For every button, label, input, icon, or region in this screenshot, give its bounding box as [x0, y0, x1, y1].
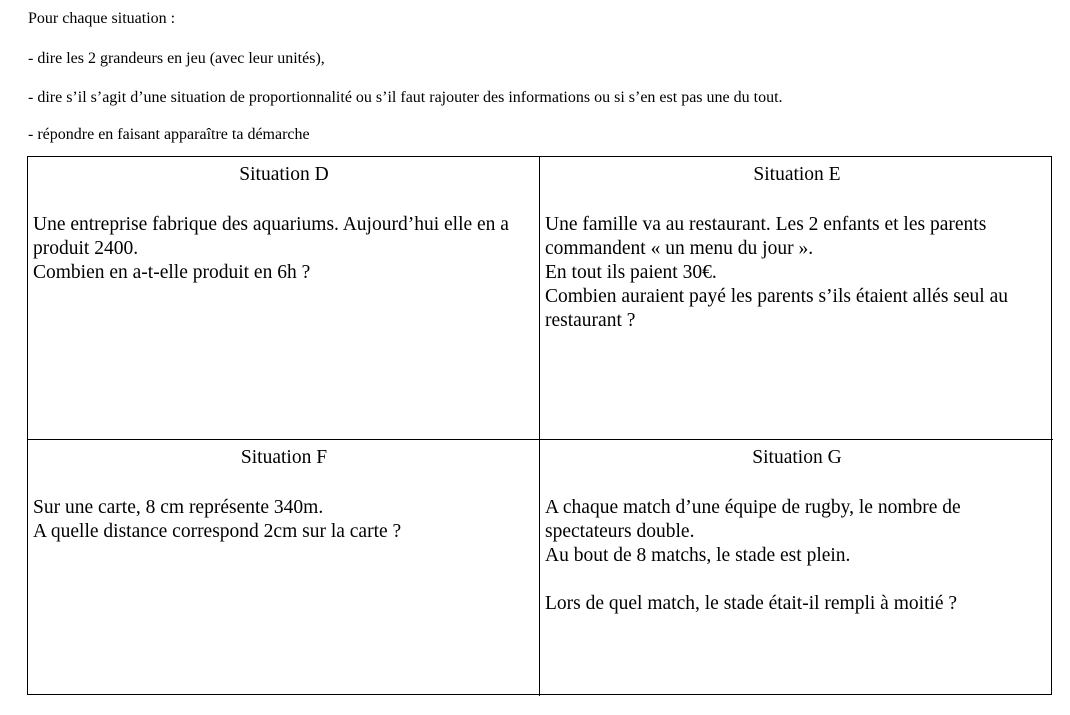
- situation-f-cell: [28, 440, 540, 696]
- situation-d-line: Combien en a-t-elle produit en 6h ?: [33, 262, 311, 283]
- situation-f-title: Situation F: [240, 447, 328, 468]
- situation-g-question: Lors de quel match, le stade était-il rempli à moitié ?: [545, 593, 958, 614]
- situation-g-line: A chaque match d’une équipe de rugby, le nombre de spectateurs double.: [545, 497, 961, 542]
- situation-e-line: Combien auraient payé les parents s’ils étaient allés seul au restaurant ?: [545, 286, 1008, 331]
- situation-g-title: Situation G: [752, 447, 842, 468]
- situation-d-cell: [28, 157, 540, 440]
- instruction-proportionality: - dire s’il s’agit d’une situation de proportionnalité ou s’il faut rajouter des informations ou si s’en est pas une du tout.: [28, 89, 783, 106]
- situation-f-line: Sur une carte, 8 cm représente 340m.: [33, 497, 324, 518]
- instruction-quantities: - dire les 2 grandeurs en jeu (avec leur unités),: [28, 50, 325, 67]
- situation-g-line: Au bout de 8 matchs, le stade est plein.: [545, 545, 851, 566]
- situations-table: [27, 156, 1052, 695]
- situation-e-line: Une famille va au restaurant. Les 2 enfants et les parents commandent « un menu du jour ».: [545, 214, 987, 259]
- situation-g-text: [545, 496, 1049, 616]
- situation-e-cell: [540, 157, 1053, 440]
- instruction-method: - répondre en faisant apparaître ta démarche: [28, 126, 310, 143]
- situation-f-text: [33, 496, 535, 544]
- instruction-intro: Pour chaque situation :: [28, 10, 176, 27]
- situation-e-title: Situation E: [753, 164, 841, 185]
- situation-e-line: En tout ils paient 30€.: [545, 262, 717, 283]
- situation-d-text: [33, 213, 535, 285]
- situation-d-line: Une entreprise fabrique des aquariums. Aujourd’hui elle en a produit 2400.: [33, 214, 509, 259]
- situation-f-line: A quelle distance correspond 2cm sur la carte ?: [33, 521, 402, 542]
- situation-d-title: Situation D: [239, 164, 329, 185]
- situation-e-text: [545, 213, 1049, 333]
- situation-g-cell: [540, 440, 1053, 696]
